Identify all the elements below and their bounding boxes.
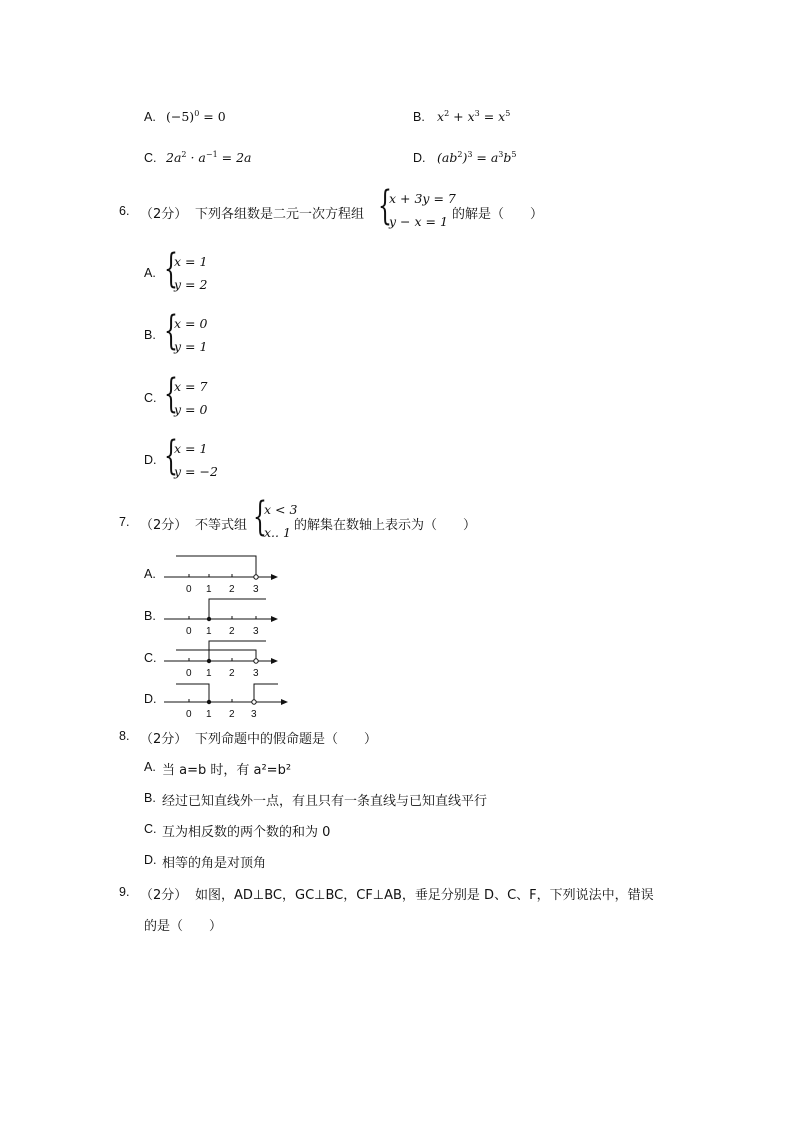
q6-system-eq2: y − x = 1: [389, 214, 448, 229]
axis-arrow: [271, 658, 278, 664]
bracket-left: [176, 650, 256, 658]
q5-option-c-expr: $2a^2 \cdot a^{-1} = 2a$: [166, 149, 252, 165]
q6-option-a-label: A.: [144, 266, 156, 280]
q7-text-after: 的解集在数轴上表示为（ ）: [294, 518, 477, 533]
tick-label-2: 2: [229, 668, 235, 679]
q7-option-b-label: B.: [144, 609, 156, 623]
q9-text-line2: 的是（ ）: [144, 919, 223, 934]
q7-option-d-label: D.: [144, 692, 157, 706]
q7-text-before: 不等式组: [195, 518, 248, 533]
q7-score: （2分）: [140, 518, 188, 533]
q6-option-b-line1: x = 0: [174, 316, 208, 331]
tick-label-3: 3: [251, 709, 257, 720]
axis-arrow: [281, 699, 288, 705]
q6-option-d-label: D.: [144, 453, 157, 467]
q6-option-c-line2: y = 0: [174, 402, 208, 417]
q6-option-b-label: B.: [144, 328, 156, 342]
q6-text-after: 的解是（ ）: [452, 207, 544, 222]
q5-option-a-expr: $(-5)^0 = 0$: [166, 108, 226, 124]
tick-label-1: 1: [206, 668, 212, 679]
q6-option-d-line1: x = 1: [174, 441, 208, 456]
q6-option-c-label: C.: [144, 391, 157, 405]
solid-point-1: [207, 617, 211, 621]
tick-label-3: 3: [253, 626, 259, 637]
solution-bracket: [209, 599, 266, 616]
q8-score: （2分）: [140, 732, 188, 747]
solid-point-1: [207, 700, 211, 704]
solid-point-1: [207, 659, 211, 663]
q5-option-c-label: C.: [144, 151, 157, 165]
open-point-3: [252, 700, 256, 704]
bracket-left: [176, 684, 209, 699]
q7-number: 7.: [119, 515, 130, 529]
q6-system-brace: {: [378, 183, 392, 229]
q6-option-a-line2: y = 2: [174, 277, 208, 292]
q8-option-c-text: 互为相反数的两个数的和为 0: [162, 825, 331, 840]
q6-option-c-line1: x = 7: [174, 379, 208, 394]
solution-bracket: [176, 556, 256, 574]
q7-option-c-label: C.: [144, 651, 157, 665]
q6-text-before: 下列各组数是二元一次方程组: [195, 207, 365, 222]
q8-text: 下列命题中的假命题是（ ）: [195, 732, 378, 747]
tick-label-0: 0: [186, 709, 192, 720]
q8-option-d-text: 相等的角是对顶角: [162, 856, 267, 871]
q6-option-c-brace: {: [164, 371, 178, 417]
q7-system-eq2: x.. 1: [264, 525, 291, 540]
q6-option-b-line2: y = 1: [174, 339, 208, 354]
tick-label-0: 0: [186, 626, 192, 637]
q5-option-a-label: A.: [144, 110, 156, 124]
q6-option-d-line2: y = −2: [174, 464, 218, 479]
q6-option-a-line1: x = 1: [174, 254, 208, 269]
q8-option-a-text: 当 a=b 时，有 a²=b²: [162, 763, 292, 778]
tick-label-0: 0: [186, 584, 192, 595]
q8-number: 8.: [119, 729, 130, 743]
q5-option-b-label: B.: [413, 110, 425, 124]
q7-option-d-number-line: [160, 675, 295, 725]
q9-text-line1: 如图，AD⊥BC，GC⊥BC，CF⊥AB，垂足分别是 D、C、F，下列说法中，错误: [195, 888, 654, 903]
q8-option-d-label: D.: [144, 853, 157, 867]
open-point-3: [254, 575, 258, 579]
tick-label-2: 2: [229, 584, 235, 595]
q7-option-a-label: A.: [144, 567, 156, 581]
tick-label-2: 2: [229, 709, 235, 720]
q6-option-d-brace: {: [164, 433, 178, 479]
q5-option-d-expr: $(ab^2)^3 = a^3b^5$: [437, 149, 517, 165]
tick-label-1: 1: [206, 709, 212, 720]
q6-score: （2分）: [140, 207, 188, 222]
q6-option-b-brace: {: [164, 308, 178, 354]
q9-score: （2分）: [140, 888, 188, 903]
tick-label-0: 0: [186, 668, 192, 679]
tick-label-3: 3: [253, 584, 259, 595]
q6-option-a-brace: {: [164, 246, 178, 292]
q7-system-brace: {: [253, 494, 267, 540]
open-point-3: [254, 659, 258, 663]
q7-system-eq1: x < 3: [264, 502, 298, 517]
bracket-right: [254, 684, 278, 699]
q5-option-b-expr: $x^2 + x^3 = x^5$: [437, 108, 511, 124]
q6-system-eq1: x + 3y = 7: [389, 191, 456, 206]
axis-arrow: [271, 616, 278, 622]
q5-option-d-label: D.: [413, 151, 426, 165]
q8-option-c-label: C.: [144, 822, 157, 836]
axis-arrow: [271, 574, 278, 580]
tick-label-3: 3: [253, 668, 259, 679]
tick-label-2: 2: [229, 626, 235, 637]
q8-option-b-text: 经过已知直线外一点，有且只有一条直线与已知直线平行: [162, 794, 488, 809]
q6-number: 6.: [119, 204, 130, 218]
q9-number: 9.: [119, 885, 130, 899]
q8-option-b-label: B.: [144, 791, 156, 805]
tick-label-1: 1: [206, 626, 212, 637]
tick-label-1: 1: [206, 584, 212, 595]
q8-option-a-label: A.: [144, 760, 156, 774]
